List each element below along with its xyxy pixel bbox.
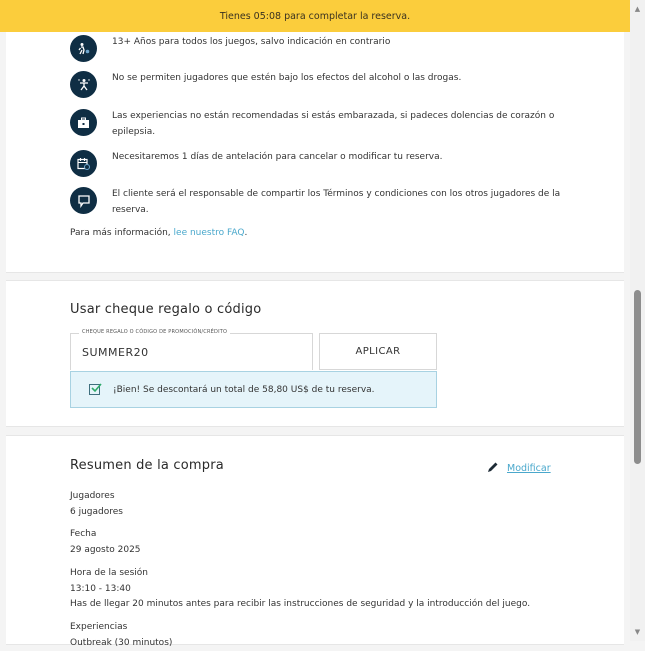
rule-text: 13+ Años para todos los juegos, salvo indicación en contrario — [112, 35, 572, 51]
voucher-code-input[interactable] — [82, 346, 302, 359]
apply-button[interactable]: APLICAR — [319, 333, 437, 370]
calendar-icon — [70, 150, 97, 177]
success-message — [70, 371, 437, 408]
scroll-up-arrow-icon[interactable]: ▲ — [630, 2, 645, 16]
faq-link[interactable]: lee nuestro FAQ — [174, 228, 245, 238]
rule-alcohol — [70, 71, 572, 98]
modify-link[interactable] — [487, 461, 551, 476]
date-info — [70, 527, 141, 558]
success-text: ¡Bien! Se descontará un total de 58,80 US$ de tu reserva. — [113, 385, 375, 395]
age-person-icon — [70, 35, 97, 62]
session-value: 13:10 - 13:40 — [70, 582, 530, 598]
rule-text: No se permiten jugadores que estén bajo los efectos del alcohol o las drogas. — [112, 71, 572, 87]
rule-terms — [70, 187, 572, 218]
players-value: 6 jugadores — [70, 505, 123, 521]
rule-text: El cliente será el responsable de compartir los Términos y condiciones con los otros jugadores de la reserva. — [112, 187, 572, 218]
experiences-value: Outbreak (30 minutos) — [70, 636, 172, 651]
more-info-prefix: Para más información, — [70, 228, 174, 238]
experiences-info — [70, 620, 172, 651]
players-info — [70, 489, 123, 520]
voucher-card — [6, 280, 624, 427]
purchase-summary-card — [6, 435, 624, 645]
session-note: Has de llegar 20 minutos antes para recibir las instrucciones de seguridad y la introducción del juego. — [70, 597, 530, 613]
check-icon — [89, 384, 100, 395]
players-label: Jugadores — [70, 489, 123, 505]
session-info — [70, 566, 530, 613]
speech-bubble-icon — [70, 187, 97, 214]
no-alcohol-person-icon — [70, 71, 97, 98]
modify-label: Modificar — [507, 463, 551, 474]
more-info-text — [70, 228, 247, 238]
scrollbar-thumb[interactable] — [634, 290, 641, 464]
timer-text: Tienes 05:08 para completar la reserva. — [220, 11, 410, 22]
rule-age — [70, 35, 572, 62]
medical-kit-icon — [70, 109, 97, 136]
date-label: Fecha — [70, 527, 141, 543]
rule-text: Las experiencias no están recomendadas si estás embarazada, si padeces dolencias de corazón o epilepsia. — [112, 109, 572, 140]
vertical-scrollbar[interactable] — [630, 0, 645, 641]
experiences-label: Experiencias — [70, 620, 172, 636]
voucher-title: Usar cheque regalo o código — [70, 302, 261, 317]
rules-card — [6, 20, 624, 273]
date-value: 29 agosto 2025 — [70, 543, 141, 559]
rule-health — [70, 109, 572, 140]
summary-title: Resumen de la compra — [70, 458, 224, 473]
scroll-down-arrow-icon[interactable]: ▼ — [630, 625, 645, 639]
rule-cancellation — [70, 150, 572, 177]
rule-text: Necesitaremos 1 días de antelación para cancelar o modificar tu reserva. — [112, 150, 572, 166]
voucher-field-label: CHEQUE REGALO O CÓDIGO DE PROMOCIÓN/CRÉDITO — [79, 329, 230, 335]
session-label: Hora de la sesión — [70, 566, 530, 582]
voucher-code-field[interactable] — [70, 333, 313, 370]
timer-banner — [0, 0, 630, 32]
more-info-suffix: . — [244, 228, 247, 238]
pencil-icon — [487, 461, 499, 476]
